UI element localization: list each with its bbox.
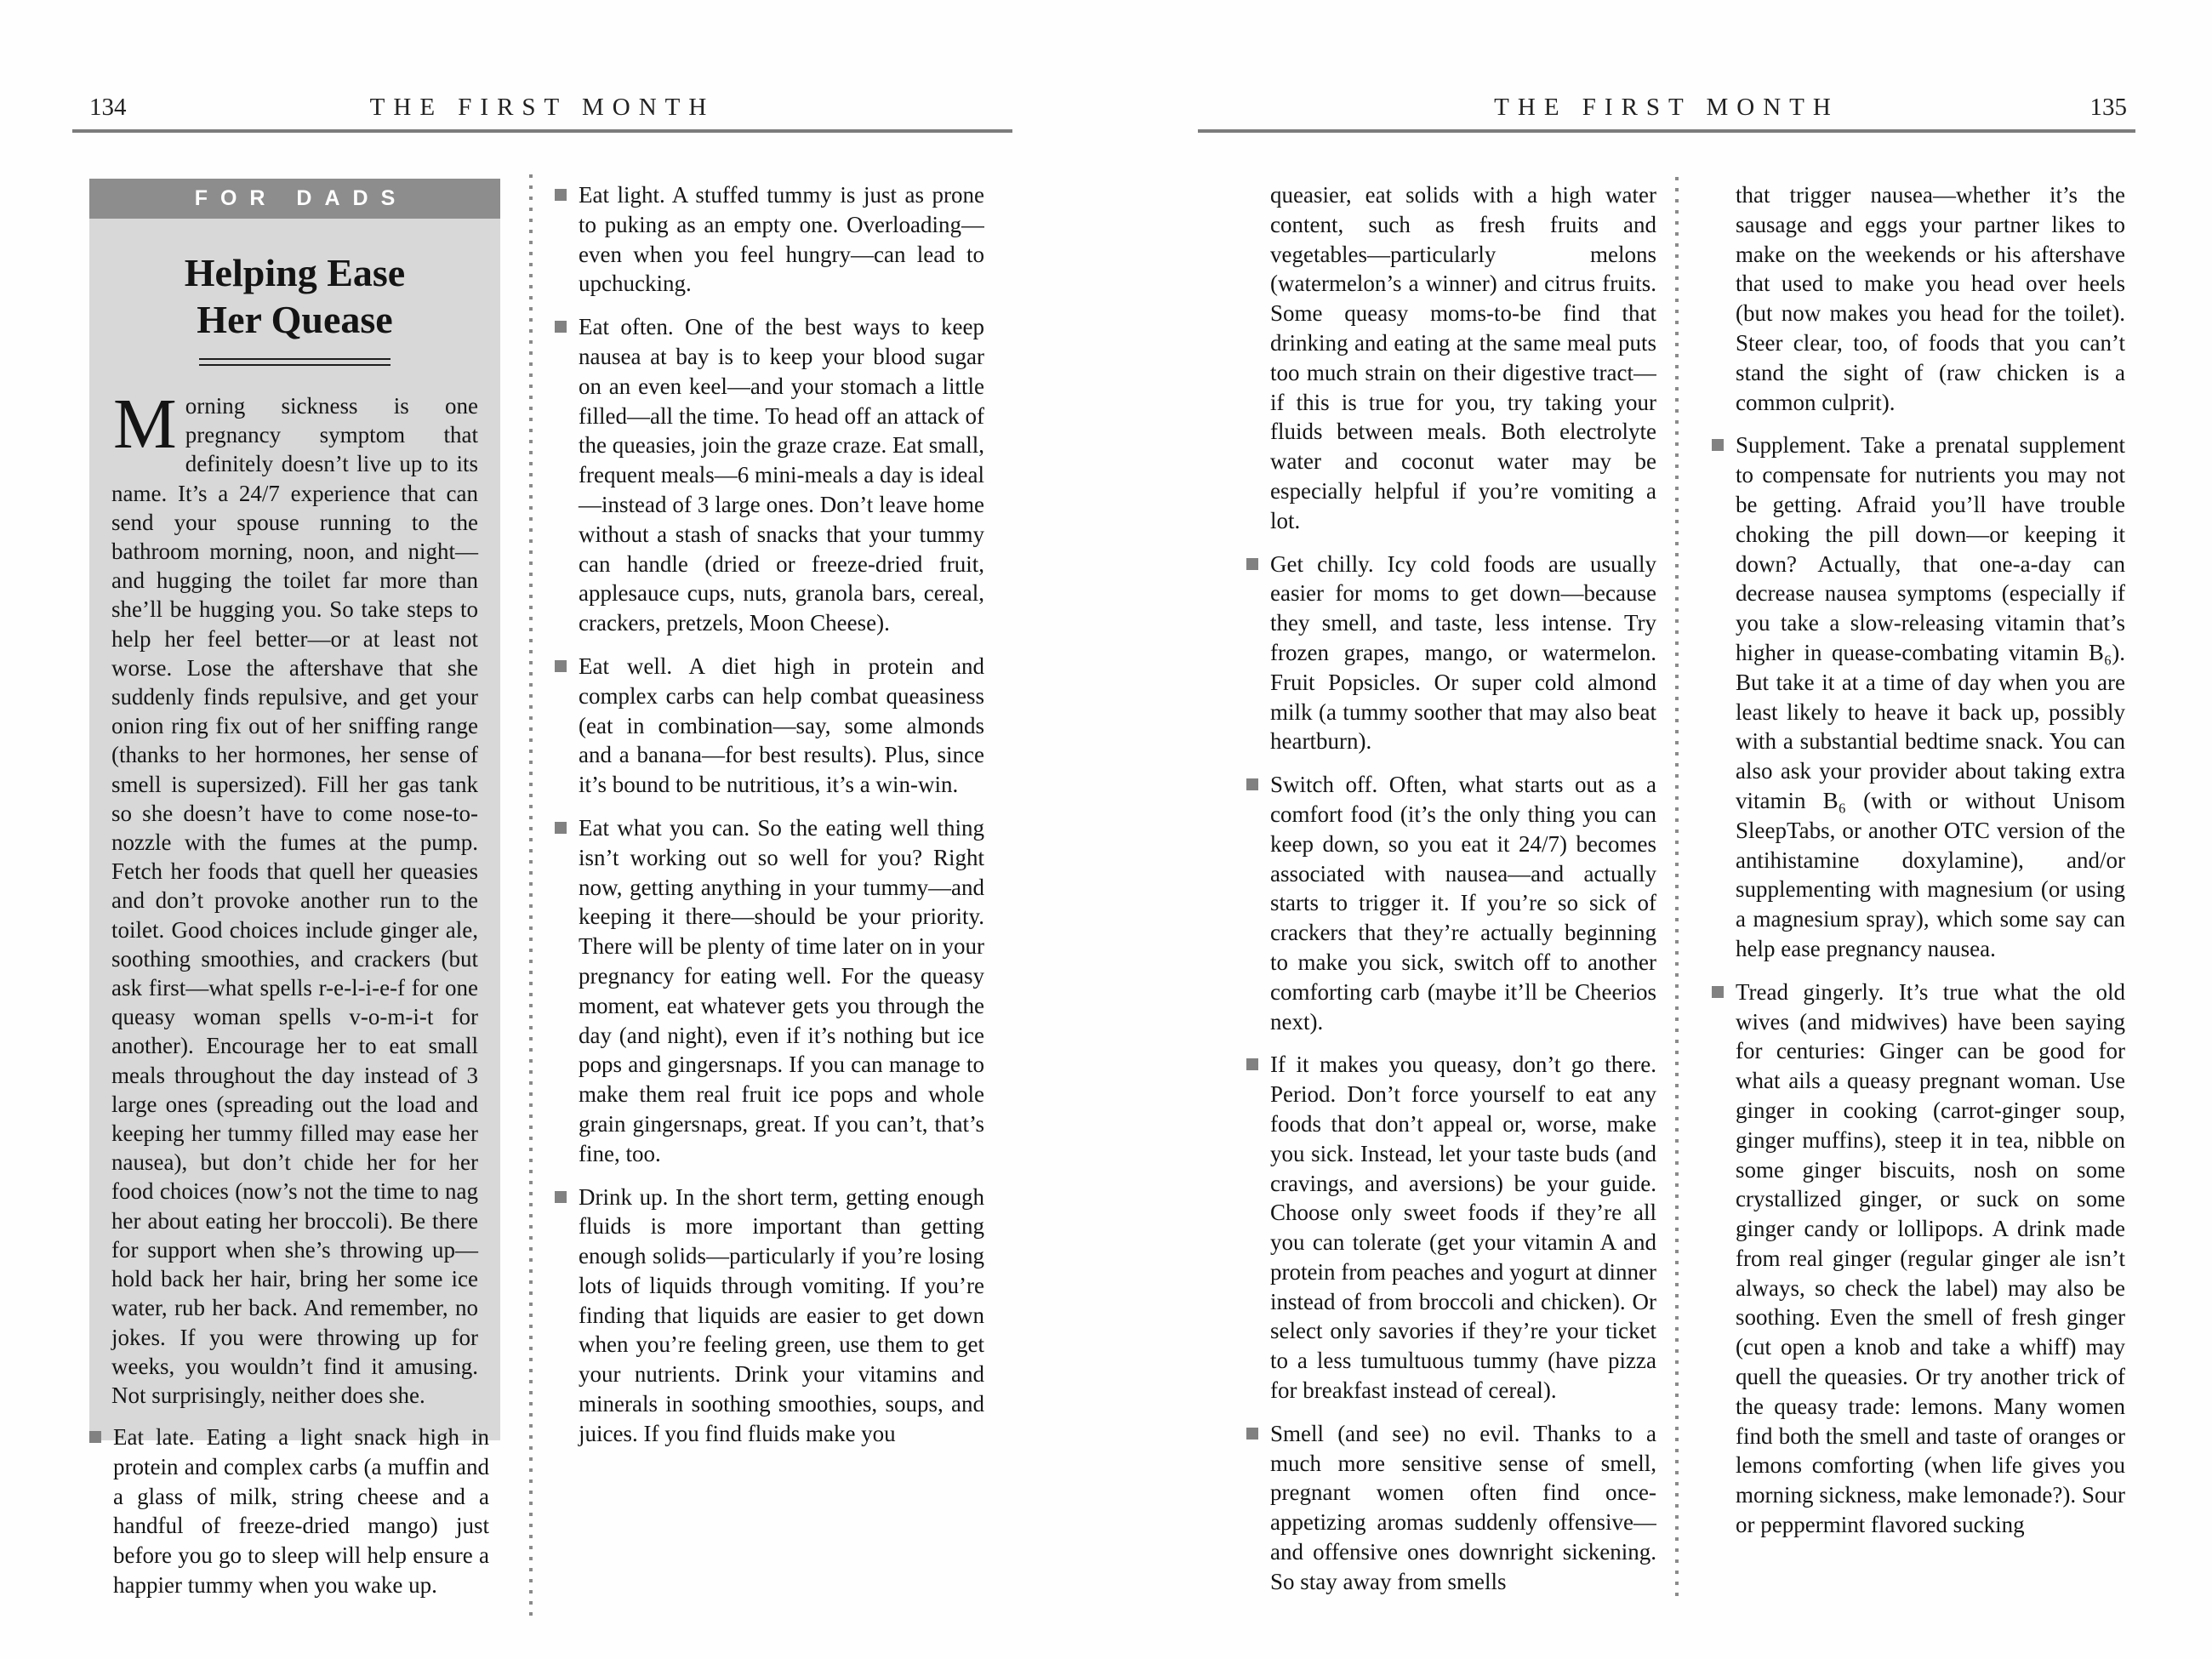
list-item: Eat late. Eating a light snack high in protein and complex carbs (a muffin and a glass of milk, string cheese and a handful of freeze-dried mango) just before you go to sleep will help ensure a happier tummy when you wake up. — [89, 1422, 489, 1600]
running-head-right: THE FIRST MONTH — [1494, 94, 1839, 121]
page-number-right: 135 — [2089, 94, 2127, 121]
list-item: Tread gingerly. It’s true what the old wives (and midwives) have been saying for centuries: Ginger can be good for what ails a queasy pregnant woman. Use ginger in cooking (carrot-ginger soup, ginger muffins), steep it in tea, nibble on some ginger biscuits, nosh on some crystallized ginger, or suck on some ginger candy or lollipops. A drink made from real ginger (regular ginger ale isn’t always, so check the label) may also be soothing. Even the smell of fresh ginger (cut open a knob and take a whiff) may quell the queasies. Or try another trick of the queasy trade: lemons. Many women find both the smell and taste of oranges or lemons comforting (when life gives you morning sickness, make lemonade?). Sour or peppermint flavored sucking — [1712, 978, 2125, 1540]
column-3-continuation: queasier, eat solids with a high water content, such as fresh fruits and vegetables—particularly melons (watermelon’s a winner) and citrus fruits. Some queasy moms-to-be find that drinking and eating at the same meal puts too much strain on their digestive tract—if this is true for you, try taking your fluids between meals. Both electrolyte water and coconut water may be especially helpful if you’re vomiting a lot. — [1270, 182, 1656, 533]
box-paragraph-text: orning sickness is one pregnancy symptom that definitely doesn’t live up to its name. It’s a 24/7 experience that can send your spouse running to the bathroom morning, noon, and night—and hugging the toilet far more than she’ll be hugging you. So take steps to help her feel better—or at least not worse. Lose the aftershave that she suddenly finds repulsive, and get your onion ring fix out of her sniffing range (thanks to her hormones, her sense of smell is supersized). Fill her gas tank so she doesn’t have to come nose-to-nozzle with the fumes at the pump. Fetch her foods that quell her queasies and don’t provoke another run to the toilet. Good choices include ginger ale, soothing smoothies, and crackers (but ask first—what spells r-e-l-i-e-f for one queasy woman spells v-o-m-i-t for another). Encourage her to eat small meals throughout the day instead of 3 large ones (spreading out the load and keeping her tummy filled may ease her nausea), but don’t chide her for her food choices (now’s not the time to nag her about eating her broccoli). Be there for support when she’s throwing up—hold back her hair, bring her some ice water, rub her back. And remember, no jokes. If you were throwing up for weeks, you wouldn’t find it amusing. Not surprisingly, neither does she. — [111, 393, 478, 1408]
column-divider-left — [529, 174, 533, 1616]
list-item: Eat well. A diet high in protein and complex carbs can help combat queasiness (eat in combination—say, some almonds and a banana—for best results). Plus, since it’s bound to be nutritious, it’s a win-win. — [555, 652, 984, 800]
for-dads-tag: FOR DADS — [89, 179, 500, 219]
page-number-left: 134 — [89, 94, 127, 121]
column-4 — [1712, 180, 2125, 1627]
column-4-bullets — [1712, 430, 2125, 1539]
column-3-bullets — [1246, 550, 1656, 1597]
box-title-underline — [199, 358, 391, 366]
list-item: Switch off. Often, what starts out as a comfort food (it’s the only thing you can keep down, so you eat it 24/7) becomes associated with nausea—and actually starts to trigger it. If you’re so sick of crackers that they’re actually beginning to make you sick, switch off to another comforting carb (maybe it’ll be Cheerios next). — [1246, 770, 1656, 1036]
column-1-bullets — [89, 1422, 489, 1627]
list-item: Eat often. One of the best ways to keep nausea at bay is to keep your blood sugar on an even keel—and your stomach a little filled—all the time. To head off an attack of the queasies, join the graze craze. Eat small, frequent meals—6 mini-meals a day is ideal—instead of 3 large ones. Don’t leave home without a stash of snacks that your tummy can handle (dried or freeze-dried fruit, applesauce cups, nuts, granola bars, cereal, crackers, pretzels, Moon Cheese). — [555, 312, 984, 638]
list-item: Eat what you can. So the eating well thing isn’t working out so well for you? Right now, getting anything in your tummy—and keeping it there—should be your priority. There will be plenty of time later on in your pregnancy for eating well. For the queasy moment, eat whatever gets you through the day (and night), even if it’s nothing but ice pops and gingersnaps. If you can manage to make them real fruit ice pops and whole grain gingersnaps, great. If you can’t, that’s fine, too. — [555, 813, 984, 1169]
box-title-line1: Helping Ease — [184, 251, 406, 294]
column-2-bullets — [555, 180, 984, 1627]
list-item: Smell (and see) no evil. Thanks to a much more sensitive sense of smell, pregnant women often find once-appetizing aromas suddenly offensive—and offensive ones downright sickening. So stay away from smells — [1246, 1419, 1656, 1597]
for-dads-box — [89, 179, 500, 1440]
column-divider-right — [1675, 177, 1679, 1599]
running-head-left: THE FIRST MONTH — [369, 94, 715, 121]
box-paragraph — [89, 385, 500, 1410]
drop-cap: M — [113, 385, 177, 464]
list-item: Drink up. In the short term, getting enough fluids is more important than getting enough solids—particularly if you’re losing lots of liquids through vomiting. If you’re finding that liquids are easier to get down when you’re feeling green, use them to get your nutrients. Drink your vitamins and minerals in soothing smoothies, soups, and juices. If you find fluids make you — [555, 1183, 984, 1449]
column-3 — [1246, 180, 1656, 1627]
list-item: If it makes you queasy, don’t go there. Period. Don’t force yourself to eat any foods that don’t appeal or, worse, make you sick. Instead, let your taste buds (and cravings, and aversions) be your guide. Choose only sweet foods if they’re all you can tolerate (get your vitamin A and protein from peaches and yogurt at dinner instead of from broccoli and chicken). Or select only savories if they’re your ticket to a less tumultuous tummy (have pizza for breakfast instead of cereal). — [1246, 1050, 1656, 1405]
box-title-line2: Her Quease — [197, 298, 393, 341]
list-item: Supplement. Take a prenatal supplement to compensate for nutrients you may not be getting. Afraid you’ll have trouble choking the pill down—or keeping it down? Actually, that one-a-day can decrease nausea symptoms (especially if you take a slow-releasing vitamin that’s higher in quease-combating vitamin B₆). But take it at a time of day when you are least likely to heave it back up, possibly with a substantial bedtime snack. You can also ask your provider about taking extra vitamin B₆ (with or without Unisom SleepTabs, or another OTC version of the antihistamine doxylamine), and/or supplementing with magnesium (or using a magnesium spray), which some say can help ease pregnancy nausea. — [1712, 430, 2125, 963]
header-rule-left — [72, 129, 1012, 133]
header-rule-right — [1198, 129, 2135, 133]
list-item: Eat light. A stuffed tummy is just as prone to puking as an empty one. Overloading—even when you feel hungry—can lead to upchucking. — [555, 180, 984, 299]
column-4-continuation: that trigger nausea—whether it’s the sausage and eggs your partner likes to make on the weekends or his aftershave that used to make you head over heels (but now makes you head for the toilet). Steer clear, too, of foods that you can’t stand the sight of (raw chicken is a common culprit). — [1736, 182, 2125, 415]
list-item: Get chilly. Icy cold foods are usually easier for moms to get down—because they smell, and taste, less intense. Try frozen grapes, mango, or watermelon. Fruit Popsicles. Or super cold almond milk (a tummy soother that may also beat heartburn). — [1246, 550, 1656, 757]
